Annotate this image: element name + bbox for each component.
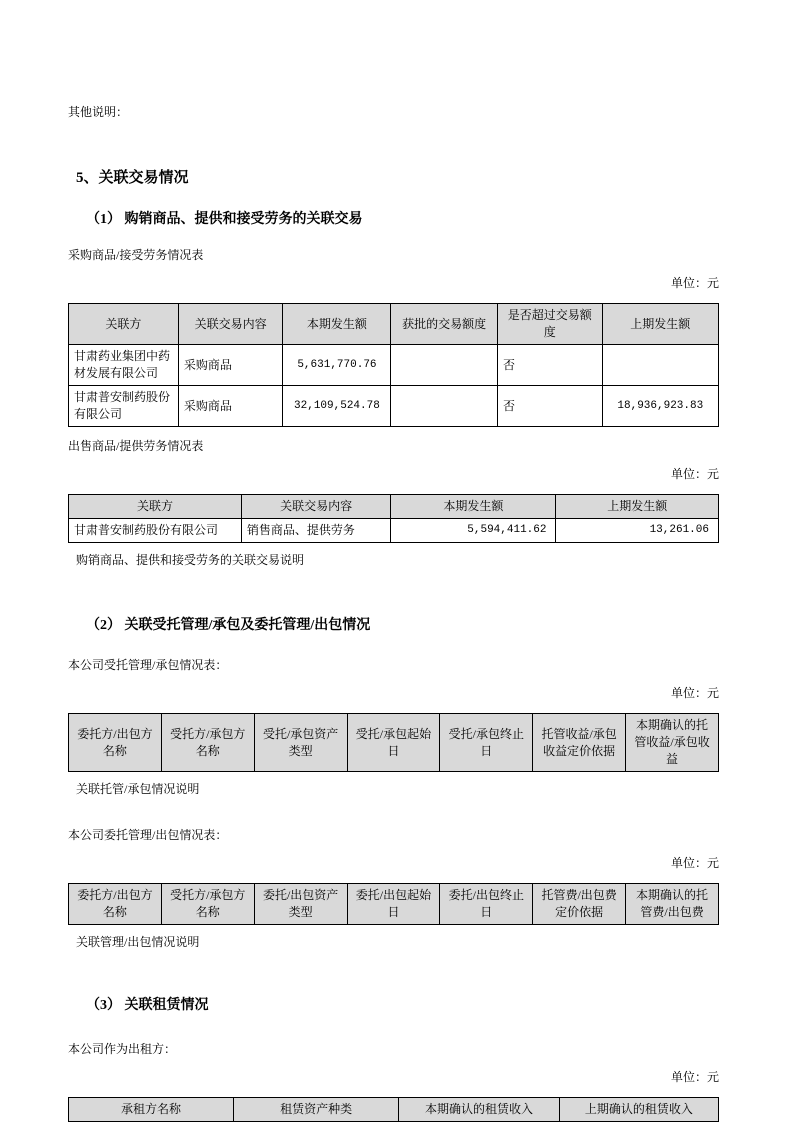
column-header-leased-asset-type: 租赁资产种类 — [234, 1098, 399, 1122]
cell-prior-amount: 18,936,923.83 — [602, 386, 718, 427]
column-header-recognized-fee: 本期确认的托管费/出包费 — [626, 884, 719, 925]
cell-current-amount: 32,109,524.78 — [283, 386, 391, 427]
unit-label-entrusted: 单位：元 — [670, 686, 719, 700]
column-header-prior-amount: 上期发生额 — [602, 304, 718, 345]
unit-label-purchase: 单位：元 — [670, 276, 719, 290]
entrusting-note: 关联管理/出包情况说明 — [76, 935, 200, 949]
cell-prior-amount: 13,261.06 — [556, 519, 719, 543]
cell-current-amount: 5,594,411.62 — [391, 519, 556, 543]
cell-approved-quota — [391, 386, 498, 427]
sales-table-header-row — [69, 495, 719, 519]
column-header-current-amount: 本期发生额 — [283, 304, 391, 345]
column-header-trustee-party: 受托方/承包方名称 — [161, 714, 254, 772]
subsection-2-title: （2） 关联受托管理/承包及委托管理/出包情况 — [86, 618, 371, 633]
sales-table-caption: 出售商品/提供劳务情况表 — [68, 439, 204, 453]
entrusted-table-header-row — [69, 714, 719, 772]
table-row — [69, 386, 719, 427]
sales-goods-table — [68, 494, 719, 543]
column-header-pricing-basis: 托管收益/承包收益定价依据 — [533, 714, 626, 772]
column-header-end-date: 委托/出包终止日 — [440, 884, 533, 925]
column-header-entrusting-party: 委托方/出包方名称 — [69, 884, 162, 925]
column-header-recognized-income: 本期确认的托管收益/承包收益 — [626, 714, 719, 772]
column-header-start-date: 受托/承包起始日 — [347, 714, 440, 772]
cell-exceed-quota: 否 — [497, 386, 602, 427]
column-header-asset-type: 委托/出包资产类型 — [254, 884, 347, 925]
column-header-asset-type: 受托/承包资产类型 — [254, 714, 347, 772]
entrusting-table-caption: 本公司委托管理/出包情况表： — [68, 828, 228, 842]
purchase-table-header-row — [69, 304, 719, 345]
entrusted-table-caption: 本公司受托管理/承包情况表： — [68, 658, 228, 672]
column-header-end-date: 受托/承包终止日 — [440, 714, 533, 772]
column-header-lessee-name: 承租方名称 — [69, 1098, 234, 1122]
entrusting-table-header-row — [69, 884, 719, 925]
column-header-related-party: 关联方 — [69, 304, 179, 345]
cell-transaction-content: 采购商品 — [178, 345, 283, 386]
lease-table-header-row — [69, 1098, 719, 1122]
column-header-trustee-party: 受托方/承包方名称 — [161, 884, 254, 925]
cell-transaction-content: 销售商品、提供劳务 — [241, 519, 391, 543]
entrusted-management-table — [68, 713, 719, 772]
column-header-fee-pricing-basis: 托管费/出包费定价依据 — [533, 884, 626, 925]
cell-approved-quota — [391, 345, 498, 386]
table-row — [69, 345, 719, 386]
column-header-related-party: 关联方 — [69, 495, 242, 519]
purchase-goods-table — [68, 303, 719, 427]
section-5-title: 5、关联交易情况 — [76, 170, 189, 186]
entrusted-note: 关联托管/承包情况说明 — [76, 782, 200, 796]
column-header-approved-quota: 获批的交易额度 — [391, 304, 498, 345]
unit-label-lease: 单位：元 — [670, 1070, 719, 1084]
purchase-sales-note: 购销商品、提供和接受劳务的关联交易说明 — [76, 553, 305, 567]
table-row — [69, 519, 719, 543]
cell-current-amount: 5,631,770.76 — [283, 345, 391, 386]
entrusting-management-table — [68, 883, 719, 925]
cell-transaction-content: 采购商品 — [178, 386, 283, 427]
column-header-prior-amount: 上期发生额 — [556, 495, 719, 519]
other-notes-label: 其他说明： — [68, 105, 129, 119]
cell-exceed-quota: 否 — [497, 345, 602, 386]
column-header-current-amount: 本期发生额 — [391, 495, 556, 519]
subsection-3-title: （3） 关联租赁情况 — [86, 998, 209, 1013]
column-header-current-lease-income: 本期确认的租赁收入 — [399, 1098, 560, 1122]
cell-related-party: 甘肃药业集团中药材发展有限公司 — [69, 345, 179, 386]
column-header-entrusting-party: 委托方/出包方名称 — [69, 714, 162, 772]
lease-table-caption: 本公司作为出租方： — [68, 1042, 177, 1056]
cell-related-party: 甘肃普安制药股份有限公司 — [69, 386, 179, 427]
column-header-prior-lease-income: 上期确认的租赁收入 — [559, 1098, 718, 1122]
column-header-transaction-content: 关联交易内容 — [178, 304, 283, 345]
unit-label-entrusting: 单位：元 — [670, 856, 719, 870]
subsection-1-title: （1） 购销商品、提供和接受劳务的关联交易 — [86, 212, 363, 227]
lease-table — [68, 1097, 719, 1122]
purchase-table-caption: 采购商品/接受劳务情况表 — [68, 248, 204, 262]
cell-related-party: 甘肃普安制药股份有限公司 — [69, 519, 242, 543]
cell-prior-amount — [602, 345, 718, 386]
unit-label-sales: 单位：元 — [670, 467, 719, 481]
column-header-transaction-content: 关联交易内容 — [241, 495, 391, 519]
column-header-start-date: 委托/出包起始日 — [347, 884, 440, 925]
column-header-exceed-quota: 是否超过交易额度 — [497, 304, 602, 345]
